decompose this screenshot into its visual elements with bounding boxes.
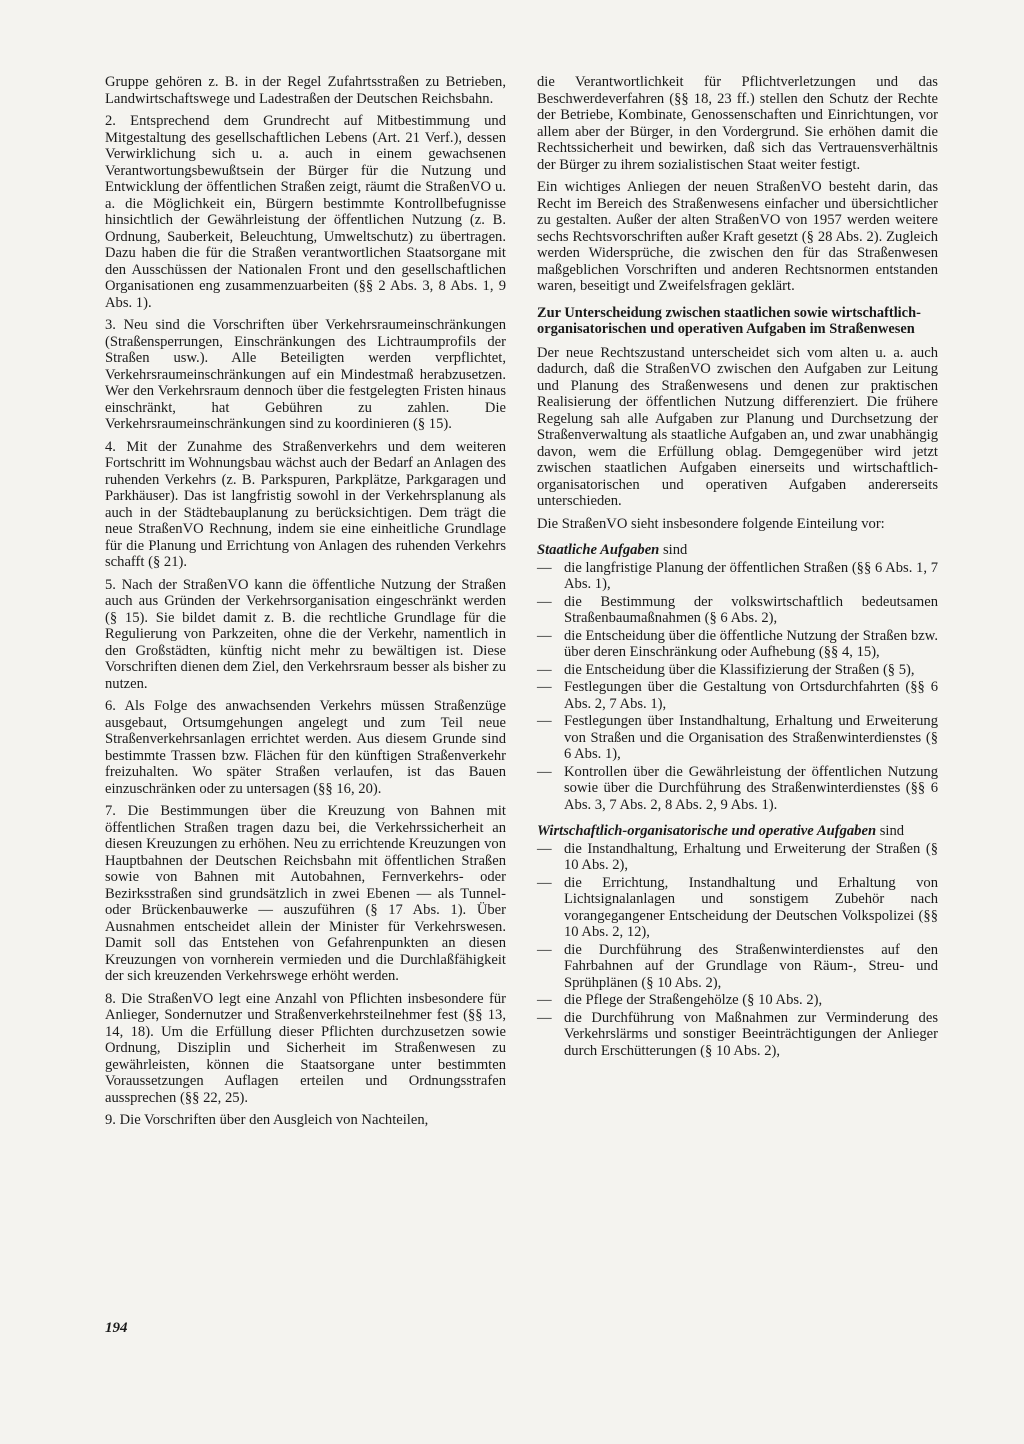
list-item: — die Bestimmung der volkswirtschaftlich bedeutsamen Straßenbaumaßnahmen (§ 6 Abs. 2), — [537, 594, 938, 627]
paragraph-7: 7. Die Bestimmungen über die Kreuzung von Bahnen mit öffentlichen Straßen tragen dazu bei, die Verkehrssicherheit an diesen Kreuzungen zu erhöhen. Neu zu errichtende Kreuzungen von Hauptbahnen der Deutschen Reichsbahn mit öffentlichen Straßen sowie von Bahnen mit Autobahnen, Fernverkehrs- oder Bezirksstraßen sind grundsätzlich in zwei Ebenen — als Tunnel- oder Brückenbauwerke — auszuführen (§ 17 Abs. 1). Über Ausnahmen entscheidet allein der Minister für Verkehrswesen. Damit soll das Entstehen von Gefahrenpunkten an diesen Kreuzungen von vornherein vermieden und die Durchlaßfähigkeit der sich kreuzenden Verkehrswege erhöht werden. — [105, 803, 506, 984]
paragraph-5: 5. Nach der StraßenVO kann die öffentliche Nutzung der Straßen auch aus Gründen der Verkehrsorganisation eingeschränkt werden (§ 15). Sie bildet damit z. B. die rechtliche Grundlage für die Regulierung von Parkzeiten, ohne die der Verkehr, namentlich in den Großstädten, künftig nicht mehr zu bewältigen ist. Diese Vorschriften dienen dem Ziel, den Verkehrsraum besser als bisher zu nutzen. — [105, 576, 506, 692]
list-item: — Festlegungen über Instandhaltung, Erhaltung und Erweiterung von Straßen und die Organisation des Straßenwinterdienstes (§ 6 Abs. 1), — [537, 713, 938, 763]
section-heading: Zur Unterscheidung zwischen staatlichen sowie wirtschaftlich-organisatorischen und operativen Aufgaben im Straßenwesen — [537, 304, 921, 337]
paragraph-new-legal-state: Der neue Rechtszustand unterscheidet sich vom alten u. a. auch dadurch, daß die StraßenVO zwischen den Aufgaben zur Leitung und Planung des Straßenwesens und denen zur praktischen Realisierung der öffentlichen Nutzung differenziert. Die frühere Regelung sah alle Aufgaben zur Planung und Durchsetzung der Straßenverwaltung als staatliche Aufgaben an, und zwar unabhängig davon, wem die Erfüllung oblag. Demgegenüber wird jetzt zwischen staatlichen Aufgaben einerseits und wirtschaftlich-organisatorischen und operativen Aufgaben andererseits unterschieden. — [537, 344, 938, 509]
state-tasks-suffix: sind — [659, 542, 688, 558]
paragraph-continuation-right: die Verantwortlichkeit für Pflichtverletzungen und das Beschwerdeverfahren (§§ 18, 23 ff.) stellen den Schutz der Rechte der Betriebe, Kombinate, Genossenschaften und Einrichtungen, vor allem aber der Bürger, in den Vordergrund. Sie erhöhen damit die Rechtssicherheit und bewirken, daß sich das Vertrauensverhältnis der Bürger zu ihrem sozialistischen Staat weiter festigt. — [537, 74, 938, 173]
list-item: — die Durchführung von Maßnahmen zur Verminderung des Verkehrslärms und sonstiger Beeinträchtigungen der Anlieger durch Erschütterungen (§ 10 Abs. 2), — [537, 1010, 938, 1060]
right-column — [537, 74, 938, 1065]
paragraph-4: 4. Mit der Zunahme des Straßenverkehrs und dem weiteren Fortschritt im Wohnungsbau wächst auch der Bedarf an Anlagen des ruhenden Verkehrs (z. B. Parkspuren, Parkplätze, Parkgaragen und Parkhäuser). Das ist langfristig sowohl in der Verkehrsplanung als auch in der Städtebauplanung zu berücksichtigen. Dem trägt die neue StraßenVO Rechnung, indem sie eine einheitliche Grundlage für die Planung und Errichtung von Anlagen des ruhenden Verkehrs schafft (§ 21). — [105, 438, 506, 570]
list-item: — die Instandhaltung, Erhaltung und Erweiterung der Straßen (§ 10 Abs. 2), — [537, 841, 938, 874]
page-number: 194 — [105, 1320, 128, 1336]
list-item: — Kontrollen über die Gewährleistung der öffentlichen Nutzung sowie über die Durchführung des Straßenwinterdienstes (§§ 6 Abs. 3, 7 Abs. 2, 8 Abs. 2, 9 Abs. 1). — [537, 764, 938, 814]
paragraph-2: 2. Entsprechend dem Grundrecht auf Mitbestimmung und Mitgestaltung des gesellschaftlichen Lebens (Art. 21 Verf.), dessen Verwirklichung sich u. a. auch in einem gewachsenen Verantwortungsbewußtsein der Bürger für die Nutzung und Entwicklung der öffentlichen Straßen zeigt, räumt die StraßenVO u. a. die Möglichkeit ein, Bürgern bestimmte Kontrollbefugnisse hinsichtlich der Gewährleistung der öffentlichen Nutzung (z. B. Ordnung, Sauberkeit, Beleuchtung, Umweltschutz) zu übertragen. Dazu haben die für die Straßen verantwortlichen Staatsorgane mit den Ausschüssen der Nationalen Front und den gesellschaftlichen Organisationen eng zusammenzuarbeiten (§§ 2 Abs. 3, 8 Abs. 1, 9 Abs. 1). — [105, 113, 506, 311]
state-tasks-title: Staatliche Aufgaben — [537, 542, 660, 558]
list-item: — die langfristige Planung der öffentlichen Straßen (§§ 6 Abs. 1, 7 Abs. 1), — [537, 560, 938, 593]
paragraph-3: 3. Neu sind die Vorschriften über Verkehrsraumeinschränkungen (Straßensperrungen, Einschränkungen des Lichtraumprofils der Straßen usw.). Alle Beteiligten werden verpflichtet, Verkehrsraumeinschränkungen auf ein Mindestmaß herabzusetzen. Wer den Verkehrsraum dennoch über die festgelegten Fristen hinaus einschränkt, hat Gebühren zu zahlen. Die Verkehrsraumeinschränkungen sind zu koordinieren (§ 15). — [105, 317, 506, 432]
economic-tasks-title: Wirtschaftlich-organisatorische und operative Aufgaben — [537, 823, 877, 839]
economic-tasks-list — [537, 841, 938, 1060]
list-item: — die Durchführung des Straßenwinterdienstes auf den Fahrbahnen auf der Grundlage von Räum-, Streu- und Sprühplänen (§ 10 Abs. 2), — [537, 942, 938, 992]
list-item: — die Pflege der Straßengehölze (§ 10 Abs. 2), — [537, 992, 938, 1009]
paragraph-6: 6. Als Folge des anwachsenden Verkehrs müssen Straßenzüge ausgebaut, Ortsumgehungen angelegt und zum Teil neue Straßenverkehrsanlagen errichtet werden. Aus diesem Grunde sind bestimmte Trassen bzw. Flächen für den künftigen Straßenverkehr freizuhalten. Wo später Straßen verlaufen, ist das Bauen einzuschränken oder zu untersagen (§§ 16, 20). — [105, 698, 506, 797]
paragraph-classification-intro: Die StraßenVO sieht insbesondere folgende Einteilung vor: — [537, 515, 885, 532]
list-item: — die Entscheidung über die öffentliche Nutzung der Straßen bzw. über deren Einschränkung oder Aufhebung (§§ 4, 15), — [537, 628, 938, 661]
state-tasks-list — [537, 560, 938, 814]
state-tasks-label — [537, 542, 938, 559]
paragraph-simplification: Ein wichtiges Anliegen der neuen StraßenVO besteht darin, das Recht im Bereich des Straßenwesens einfacher und übersichtlicher zu gestalten. Außer der alten StraßenVO von 1957 werden weitere sechs Rechtsvorschriften außer Kraft gesetzt (§ 28 Abs. 2). Zugleich werden Widersprüche, die zwischen den für das Straßenwesen maßgeblichen Vorschriften und anderen Rechtsnormen entstanden waren, beseitigt und Zweifelsfragen geklärt. — [537, 179, 938, 294]
economic-tasks-label — [537, 823, 938, 840]
left-column — [105, 74, 506, 1135]
economic-tasks-suffix: sind — [876, 823, 905, 839]
list-item: — die Entscheidung über die Klassifizierung der Straßen (§ 5), — [537, 662, 938, 679]
list-item: — die Errichtung, Instandhaltung und Erhaltung von Lichtsignalanlagen und sonstigem Zubehör nach vorangegangener Entscheidung der Deutschen Volkspolizei (§§ 10 Abs. 2, 12), — [537, 875, 938, 941]
list-item: — Festlegungen über die Gestaltung von Ortsdurchfahrten (§§ 6 Abs. 2, 7 Abs. 1), — [537, 679, 938, 712]
paragraph-8: 8. Die StraßenVO legt eine Anzahl von Pflichten insbesondere für Anlieger, Sondernutzer und Straßenverkehrsteilnehmer fest (§§ 13, 14, 18). Um die Erfüllung dieser Pflichten durchzusetzen sowie Ordnung, Disziplin und Sicherheit im Straßenwesen zu gewährleisten, können die Staatsorgane unter bestimmten Voraussetzungen Auflagen erteilen und Ordnungsstrafen aussprechen (§§ 22, 25). — [105, 990, 506, 1106]
paragraph-9: 9. Die Vorschriften über den Ausgleich von Nachteilen, — [105, 1112, 429, 1128]
paragraph-continuation: Gruppe gehören z. B. in der Regel Zufahrtsstraßen zu Betrieben, Landwirtschaftswege und Ladestraßen der Deutschen Reichsbahn. — [105, 74, 506, 107]
